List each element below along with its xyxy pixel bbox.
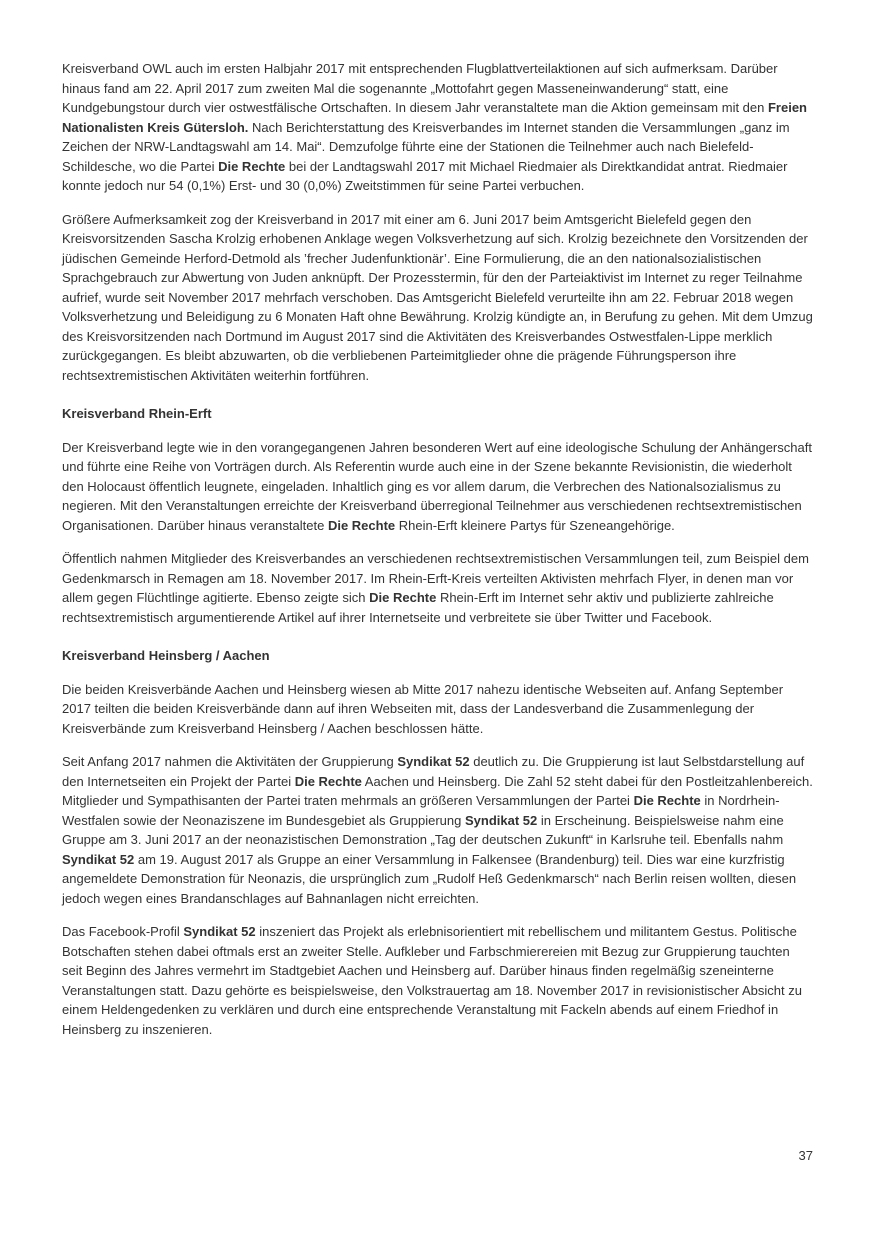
text-run: inszeniert das Projekt als erlebnisorientiert mit rebellischem und militantem Gestus. Politische Botschaften stehen dabei oftmals erst an zweiter Stelle. Aufkleber und Farbschmierereien mit Bezug zur Gruppierung tauchten seit Beginn des Jahres vermehrt im Stadtgebiet Aachen und Heinsberg auf. Darüber hinaus finden regelmäßig szeneinterne Veranstaltungen statt. Dazu gehörte es beispielsweise, den Volkstrauertag am 18. November 2017 in revisionistischer Absicht zu einem Heldengedenken zu verklären und durch eine entsprechende Veranstaltung mit Fackeln abends auf einem Friedhof in Heinsberg zu inszenieren. xyxy=(62,924,802,1037)
text-run: Öffentlich nahmen Mitglieder des Kreisverbandes an verschiedenen rechtsextremistischen Versammlungen teil, zum Beispiel dem Gedenkmarsch in Remagen am 18. November 2017. Im Rhein-Erft-Kreis verteilten Aktivisten mehrfach Flyer, in denen man vor allem gegen Flüchtlinge agitierte. Ebenso zeigte sich xyxy=(62,551,809,605)
bold-text-run: Freien Nationalisten Kreis Gütersloh. xyxy=(62,100,807,135)
text-run: Kreisverband OWL auch im ersten Halbjahr 2017 mit entsprechenden Flugblattverteilaktionen auf sich aufmerksam. Darüber hinaus fand am 22. April 2017 zum zweiten Mal die sogenannte „Mottofahrt gegen Masseneinwanderung“ statt, eine Kundgebungstour durch vier ostwestfälische Ortschaften. In diesem Jahr veranstaltete man die Aktion gemeinsam mit den xyxy=(62,61,778,115)
section-heading-heinsberg-aachen: Kreisverband Heinsberg / Aachen xyxy=(62,648,270,663)
paragraph xyxy=(62,59,813,196)
text-run: Aachen und Heinsberg. Die Zahl 52 steht dabei für den Postleitzahlenbereich. Mitglieder und Sympathisanten der Partei traten mehrmals an größeren Versammlungen der Partei xyxy=(62,773,813,808)
text-run: Rhein-Erft kleinere Partys für Szeneangehörige. xyxy=(395,517,675,533)
paragraph xyxy=(62,210,813,386)
text-run: bei der Landtagswahl 2017 mit Michael Riedmaier als Direktkandidat antrat. Riedmaier konnte jedoch nur 54 (0,1%) Erst- und 30 (0,0%) Zweitstimmen für seine Partei verbuchen. xyxy=(62,158,788,193)
section-heading-rhein-erft: Kreisverband Rhein-Erft xyxy=(62,406,212,421)
text-run: Nach Berichterstattung des Kreisverbandes im Internet standen die Versammlungen „ganz im Zeichen der NRW-Landtagswahl am 14. Mai“. Demzufolge führte eine der Stationen die Teilnehmer auch nach Bielefeld-Schildesche, wo die Partei xyxy=(62,119,790,174)
bold-text-run: Die Rechte xyxy=(369,590,437,605)
text-run: Seit Anfang 2017 nahmen die Aktivitäten der Gruppierung xyxy=(62,754,398,769)
bold-text-run: Syndikat 52 xyxy=(465,812,538,828)
paragraph xyxy=(62,752,813,908)
bold-text-run: Syndikat 52 xyxy=(397,754,470,769)
text-run: Rhein-Erft im Internet sehr aktiv und publizierte zahlreiche rechtsextremistisch argumentierende Artikel auf ihrer Internetseite und verbreitete sie über Twitter und Facebook. xyxy=(62,590,774,625)
text-run: Das Facebook-Profil xyxy=(62,924,184,939)
text-run: Die beiden Kreisverbände Aachen und Heinsberg wiesen ab Mitte 2017 nahezu identische Webseiten auf. Anfang September 2017 teilten die beiden Kreisverbände dann auf ihren Webseiten mit, dass der Landesverband die Zusammenlegung der Kreisverbände zum Kreisverband Heinsberg / Aachen beschlossen hätte. xyxy=(62,681,784,736)
bold-text-run: Die Rechte xyxy=(633,793,701,808)
paragraph xyxy=(62,438,813,536)
paragraph xyxy=(62,922,813,1039)
text-run: Der Kreisverband legte wie in den vorangegangenen Jahren besonderen Wert auf eine ideologische Schulung der Anhängerschaft und führte eine Reihe von Vorträgen durch. Als Referentin wurde auch eine in der Szene bekannte Revisionistin, die wiederholt den Holocaust öffentlich leugnete, eingeladen. Inhaltlich ging es vor allem darum, die Verbrechen des Nationalsozialismus zu negieren. Mit den Veranstaltungen erreichte der Kreisverband überregional Teilnehmer aus verschiedenen rechtsextremistischen Organisationen. Darüber hinaus veranstaltete xyxy=(62,439,812,533)
text-run: in Erscheinung. Beispielsweise nahm eine Gruppe am 3. Juni 2017 an der neonazistischen Demonstration „Tag der deutschen Zukunft“ in Karlsruhe teil. Ebenfalls nahm xyxy=(62,812,784,847)
bold-text-run: Die Rechte xyxy=(327,517,396,533)
bold-text-run: Syndikat 52 xyxy=(183,924,256,939)
paragraph xyxy=(62,549,813,627)
bold-text-run: Die Rechte xyxy=(218,158,286,174)
paragraph xyxy=(62,680,813,739)
text-run: am 19. August 2017 als Gruppe an einer Versammlung in Falkensee (Brandenburg) teil. Dies war eine kurzfristig angemeldete Demonstration für Neonazis, die ursprünglich zum „Rudolf Heß Gedenkmarsch“ nach Berlin reisen wollten, diesen jedoch wegen eines Brandanschlages auf Bahnanlagen nicht erreichten. xyxy=(62,851,797,906)
bold-text-run: Syndikat 52 xyxy=(62,851,135,867)
text-run: deutlich zu. Die Gruppierung ist laut Selbstdarstellung auf den Internetseiten ein Projekt der Partei xyxy=(62,754,805,789)
document-content xyxy=(62,59,813,1053)
text-run: in Nordrhein-Westfalen sowie der Neonaziszene im Bundesgebiet als Gruppierung xyxy=(62,793,780,828)
text-run: Größere Aufmerksamkeit zog der Kreisverband in 2017 mit einer am 6. Juni 2017 beim Amtsgericht Bielefeld gegen den Kreisvorsitzenden Sascha Krolzig erhobenen Anklage wegen Volksverhetzung auf sich. Krolzig bezeichnete den Vorsitzenden der jüdischen Gemeinde Herford-Detmold als ’frecher Judenfunktionär’. Eine Formulierung, die an den nationalsozialistischen Sprachgebrauch zur Abwertung von Juden anknüpft. Der Prozesstermin, für den der Parteiaktivist im Internet zu reger Teilnahme aufrief, wurde seit November 2017 mehrfach verschoben. Das Amtsgericht Bielefeld verurteilte ihn am 22. Februar 2018 wegen Volksverhetzung und Beleidigung zu 6 Monaten Haft ohne Bewährung. Krolzig kündigte an, in Berufung zu gehen. Mit dem Umzug des Kreisvorsitzenden nach Dortmund im August 2017 sind die Aktivitäten des Kreisverbandes Ostwestfalen-Lippe merklich zurückgegangen. Es bleibt abzuwarten, ob die verbliebenen Parteimitglieder ohne die prägende Führungsperson ihre rechtsextremistischen Aktivitäten weiterhin fortführen. xyxy=(62,211,813,383)
bold-text-run: Die Rechte xyxy=(294,773,362,789)
page-number: 37 xyxy=(798,1148,813,1163)
